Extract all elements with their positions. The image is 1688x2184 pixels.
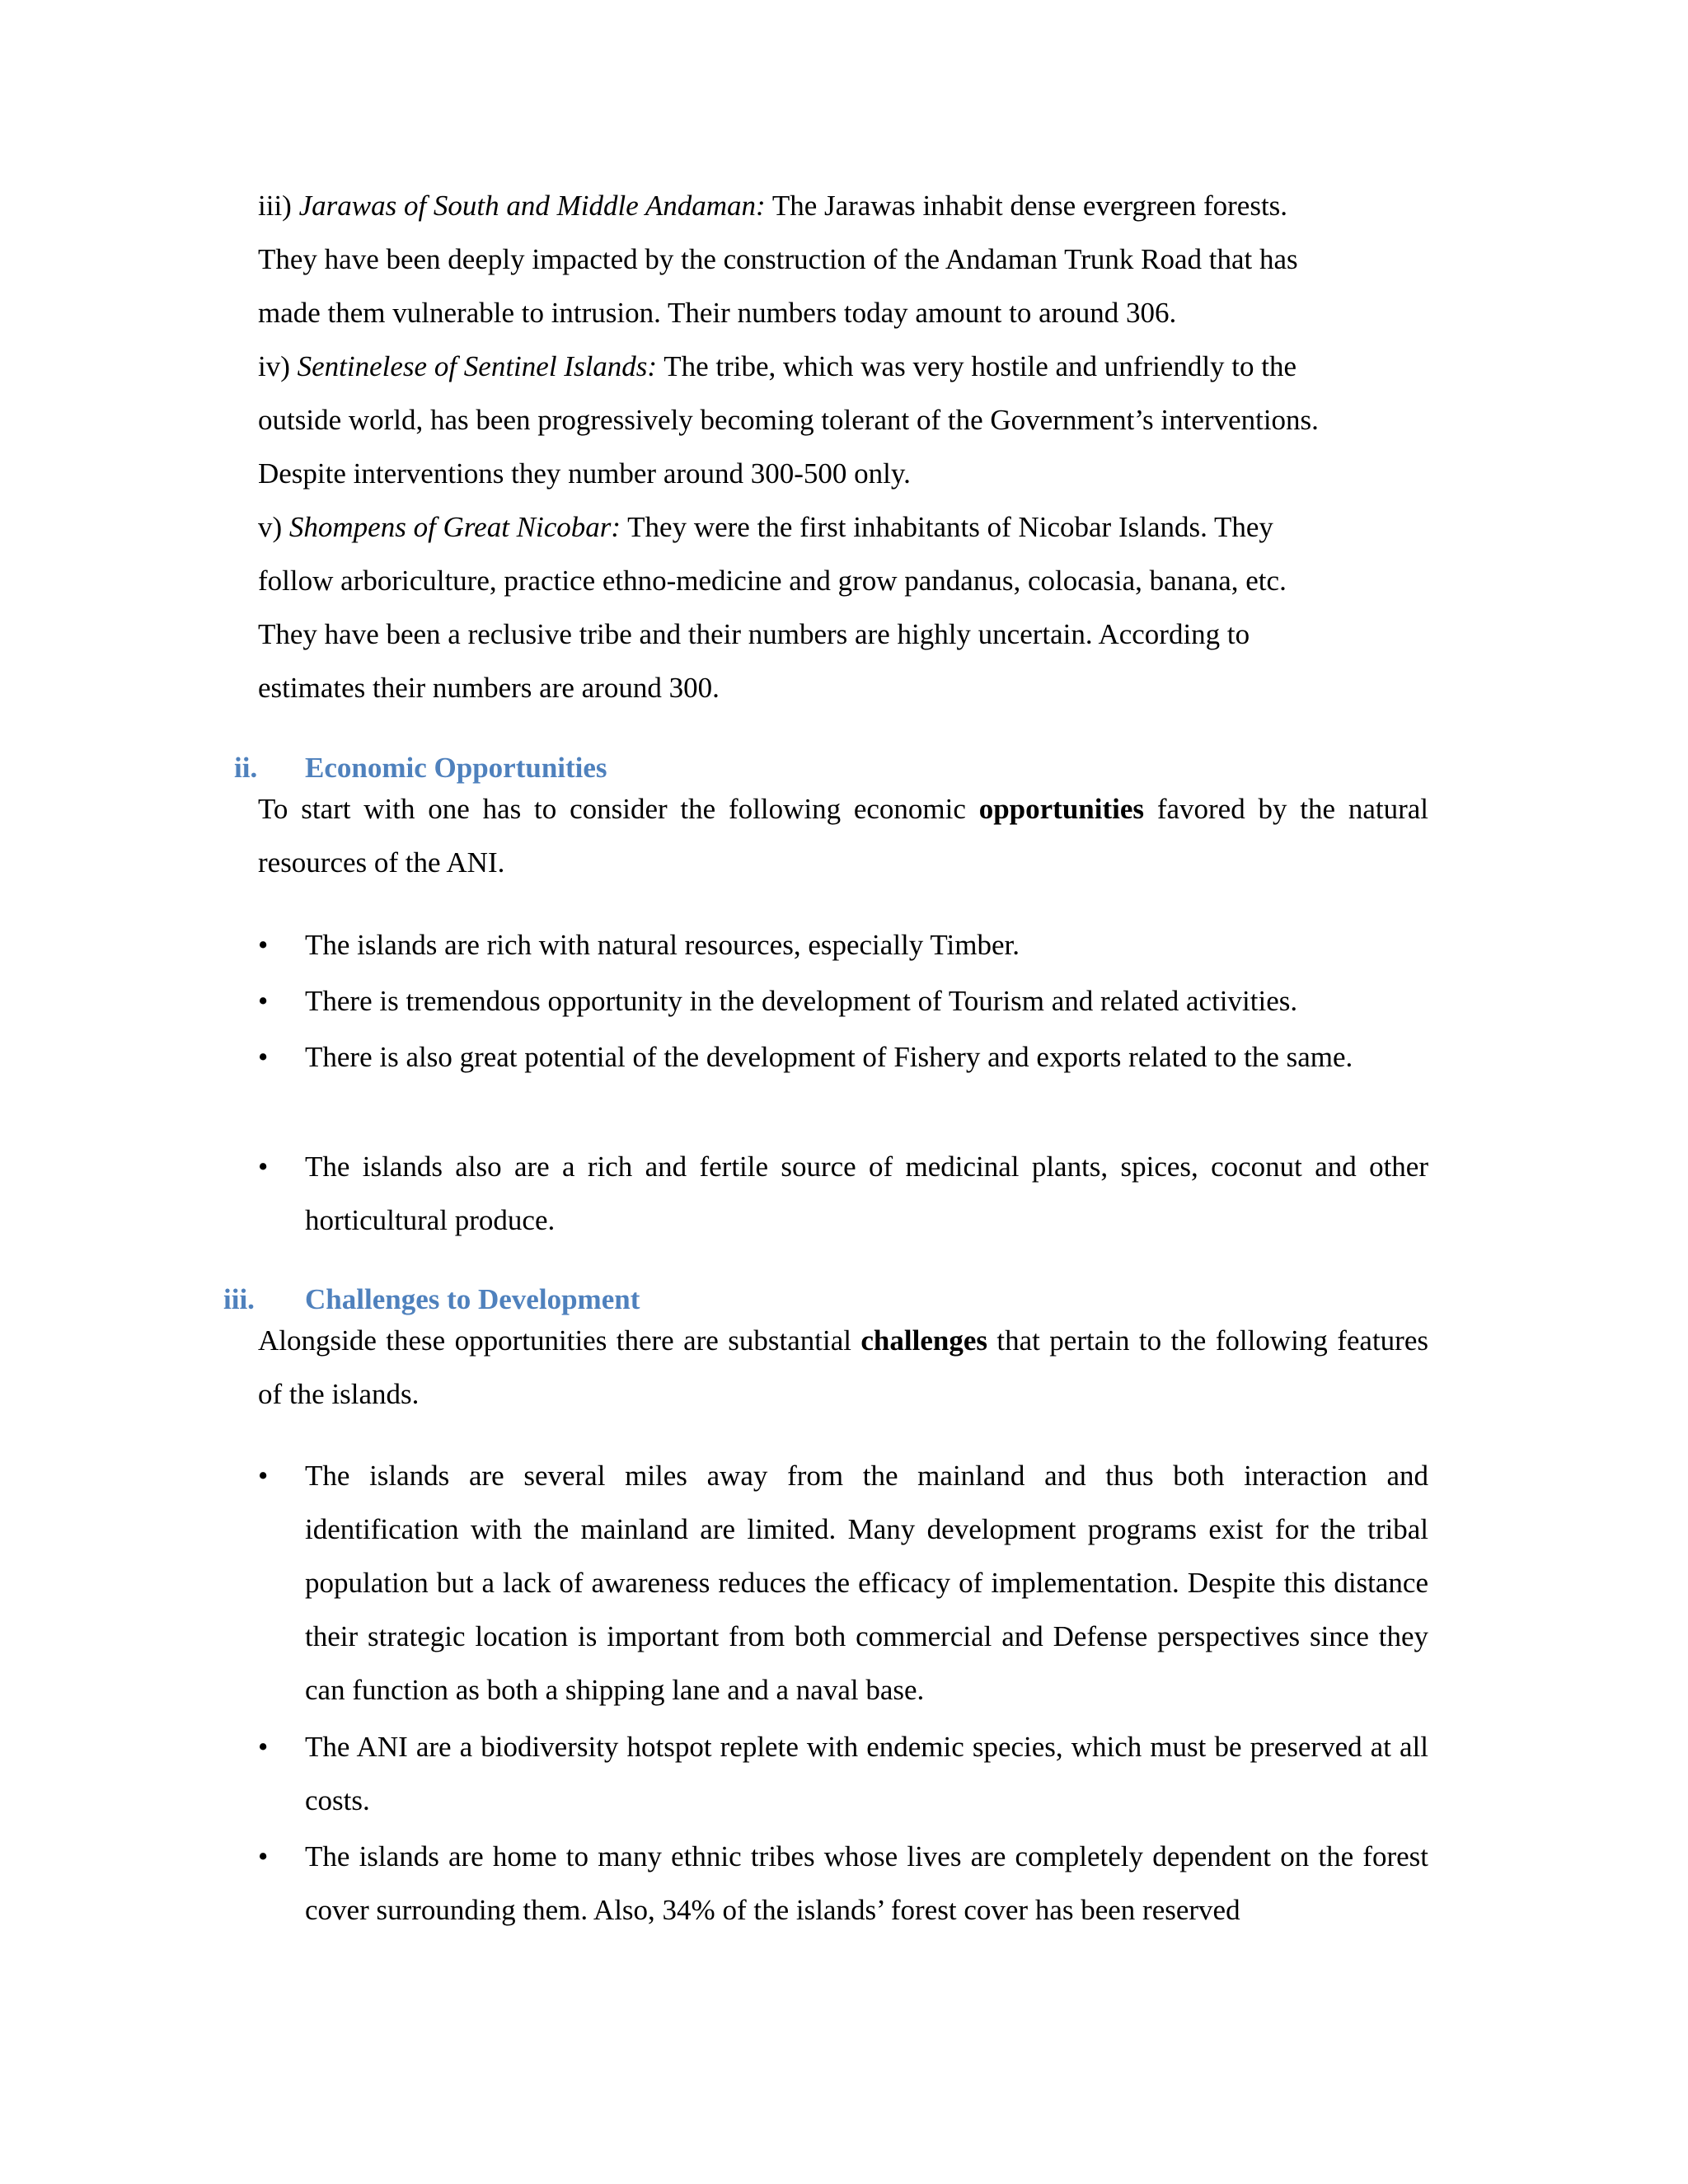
list-item: [258, 918, 1428, 972]
section-title: Challenges to Development: [305, 1283, 640, 1315]
list-item-text: There is also great potential of the development of Fishery and exports related to the same.: [305, 1041, 1353, 1073]
tribe-paragraph-shompens: [258, 500, 1428, 715]
tribe-text-line: Despite interventions they number around 300-500 only.: [258, 457, 911, 490]
tribe-prefix: iv): [258, 350, 290, 382]
intro-text: To start with one has to consider the following economic: [258, 793, 979, 825]
tribe-prefix: iii): [258, 190, 292, 222]
list-item: [258, 1449, 1428, 1717]
list-item: [258, 1140, 1428, 1247]
list-item-text: The islands also are a rich and fertile source of medicinal plants, spices, coconut and other horticultural produce.: [305, 1151, 1428, 1236]
list-item-text: There is tremendous opportunity in the development of Tourism and related activities.: [305, 985, 1298, 1017]
section-title: Economic Opportunities: [305, 752, 607, 784]
challenges-intro: [258, 1314, 1428, 1421]
tribe-text-line: The tribe, which was very hostile and unfriendly to the: [657, 350, 1297, 382]
list-item: [258, 974, 1428, 1028]
tribe-text-line: The Jarawas inhabit dense evergreen forests.: [765, 190, 1288, 222]
bullet-icon: •: [258, 985, 269, 1017]
intro-text: that pertain to the following features of the islands.: [258, 1324, 1428, 1410]
bullet-icon: •: [258, 1151, 269, 1183]
tribe-text-line: They have been a reclusive tribe and their numbers are highly uncertain. According to: [258, 618, 1250, 650]
tribe-name: Sentinelese of Sentinel Islands:: [297, 350, 658, 382]
tribe-text-line: estimates their numbers are around 300.: [258, 672, 720, 704]
list-item-text: The islands are rich with natural resources, especially Timber.: [305, 929, 1020, 961]
intro-bold-text: challenges: [860, 1324, 987, 1357]
bullet-icon: •: [258, 1840, 269, 1872]
intro-text: Alongside these opportunities there are substantial: [258, 1324, 861, 1357]
tribe-prefix: v): [258, 511, 283, 543]
list-item-text: The ANI are a biodiversity hotspot replete with endemic species, which must be preserved at all costs.: [305, 1731, 1428, 1816]
list-item: [258, 1030, 1428, 1084]
tribe-name: Shompens of Great Nicobar:: [288, 511, 621, 543]
list-item-text: The islands are home to many ethnic tribes whose lives are completely dependent on the forest cover surrounding them. Also, 34% of the islands’ forest cover has been reserved: [305, 1840, 1428, 1926]
intro-bold-text: opportunities: [978, 793, 1145, 825]
tribe-text-line: follow arboriculture, practice ethno-medicine and grow pandanus, colocasia, banana, etc.: [258, 565, 1287, 597]
tribe-text-line: made them vulnerable to intrusion. Their numbers today amount to around 306.: [258, 297, 1177, 329]
list-item: [258, 1720, 1428, 1827]
list-item-text: The islands are several miles away from the mainland and thus both interaction and identification with the mainland are limited. Many development programs exist for the tribal population but a lack of awareness reduces the efficacy of implementation. Despite this distance their strategic location is important from both commercial and Defense perspectives since they can function as both a shipping lane and a naval base.: [305, 1460, 1428, 1706]
bullet-icon: •: [258, 1041, 269, 1073]
section-number: ii.: [234, 752, 258, 784]
tribe-text-line: They were the first inhabitants of Nicobar Islands. They: [621, 511, 1273, 543]
bullet-icon: •: [258, 1731, 269, 1763]
bullet-icon: •: [258, 1460, 269, 1492]
tribe-name: Jarawas of South and Middle Andaman:: [298, 190, 766, 222]
tribe-paragraph-sentinelese: [258, 340, 1428, 500]
economic-intro: [258, 782, 1428, 889]
tribe-text-line: outside world, has been progressively becoming tolerant of the Government’s interventions.: [258, 404, 1319, 436]
intro-text: favored by the natural resources of the ANI.: [258, 793, 1428, 879]
section-number: iii.: [223, 1283, 255, 1315]
bullet-icon: •: [258, 929, 269, 961]
tribe-text-line: They have been deeply impacted by the construction of the Andaman Trunk Road that has: [258, 243, 1298, 275]
tribe-paragraph-jarawas: [258, 179, 1428, 340]
list-item: [258, 1830, 1428, 1937]
